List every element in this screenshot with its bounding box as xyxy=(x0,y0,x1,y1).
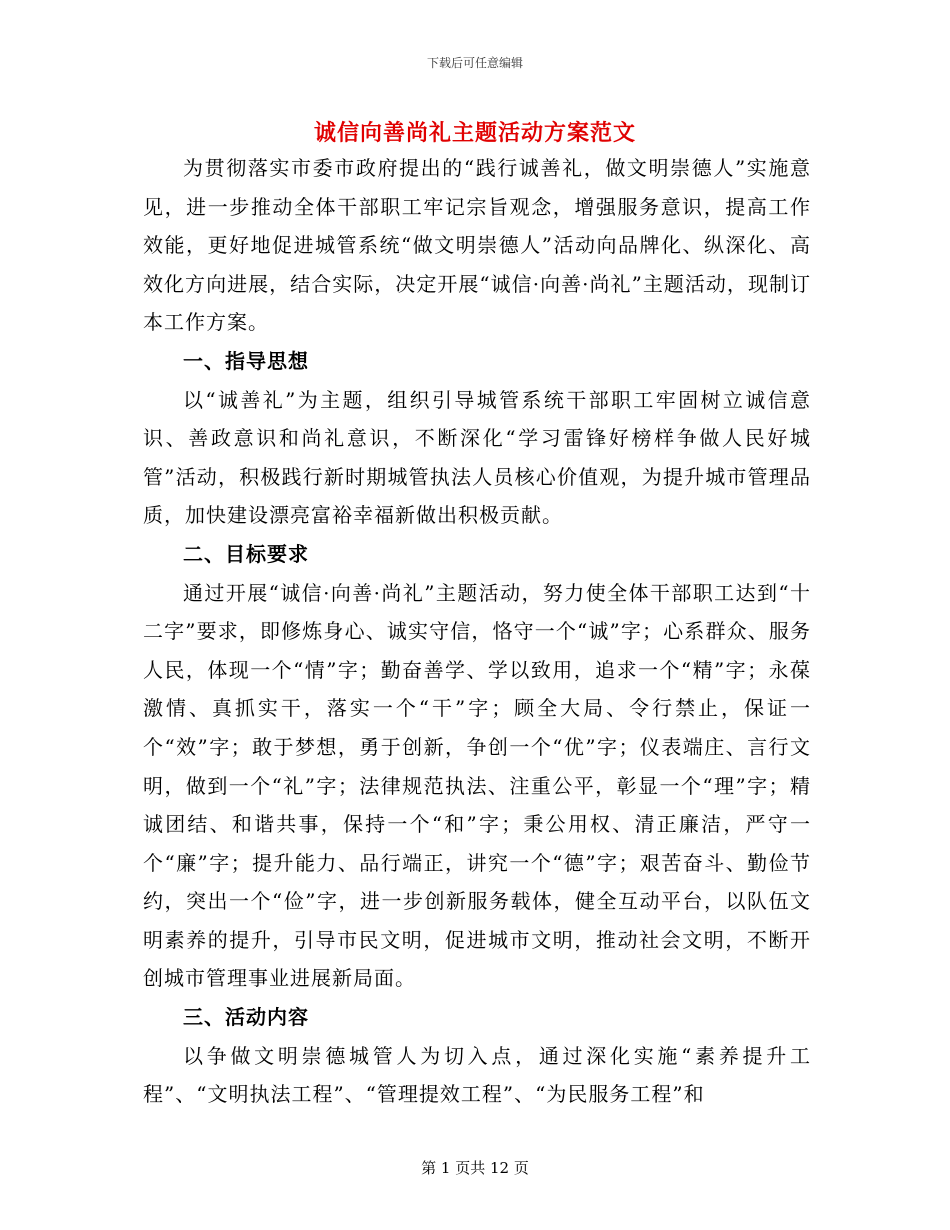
page-header-note: 下载后可任意编辑 xyxy=(426,56,523,70)
page-number: 第 1 页共 12 页 xyxy=(421,1159,529,1177)
section-paragraph-goals: 通过开展“诚信·向善·尚礼”主题活动，努力使全体干部职工达到“十二字”要求，即修炼身心、诚实守信，恪守一个“诚”字；心系群众、服务人民，体现一个“情”字；勤奋善学、学以致用，追求一个“精”字；永葆激情、真抓实干，落实一个“干”字；顾全大局、令行禁止，保证一个“效”字；敢于梦想，勇于创新，争创一个“优”字；仪表端庄、言行文明，做到一个“礼”字；法律规范执法、注重公平，彰显一个“理”字；精诚团结、和谐共事，保持一个“和”字；秉公用权、清正廉洁，严守一个“廉”字；提升能力、品行端正，讲究一个“德”字；艰苦奋斗、勤俭节约，突出一个“俭”字，进一步创新服务载体，健全互动平台，以队伍文明素养的提升，引导市民文明，促进城市文明，推动社会文明，不断开创城市管理事业进展新局面。 xyxy=(143,580,811,991)
document-body xyxy=(143,149,811,1114)
section-paragraph-guiding-ideology: 以“诚善礼”为主题，组织引导城管系统干部职工牢固树立诚信意识、善政意识和尚礼意识，不断深化“学习雷锋好榜样争做人民好城管”活动，积极践行新时期城管执法人员核心价值观，为提升城市管理品质，加快建设漂亮富裕幸福新做出积极贡献。 xyxy=(143,387,811,528)
section-paragraph-activity-content: 以争做文明崇德城管人为切入点，通过深化实施“素养提升工程”、“文明执法工程”、“管理提效工程”、“为民服务工程”和 xyxy=(143,1043,811,1107)
section-heading-activity-content: 三、活动内容 xyxy=(183,1005,309,1030)
section-heading-guiding-ideology: 一、指导思想 xyxy=(183,348,309,373)
document-title: 诚信向善尚礼主题活动方案范文 xyxy=(313,120,636,146)
section-heading-goals: 二、目标要求 xyxy=(183,541,309,566)
intro-paragraph: 为贯彻落实市委市政府提出的“践行诚善礼，做文明崇德人”实施意见，进一步推动全体干部职工牢记宗旨观念，增强服务意识，提高工作效能，更好地促进城管系统“做文明崇德人”活动向品牌化、纵深化、高效化方向进展，结合实际，决定开展“诚信·向善·尚礼”主题活动，现制订本工作方案。 xyxy=(143,156,811,335)
